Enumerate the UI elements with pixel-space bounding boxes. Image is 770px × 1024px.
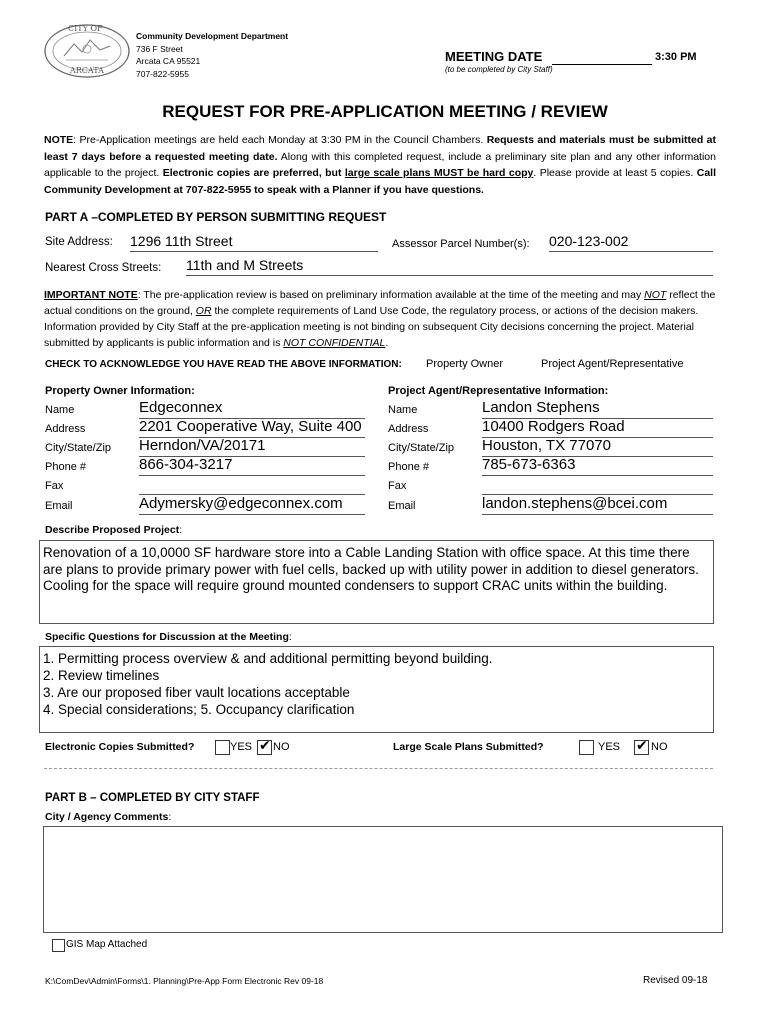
form-title: REQUEST FOR PRE-APPLICATION MEETING / REVIEW <box>162 102 608 121</box>
gis-map-label: GIS Map Attached <box>66 939 148 950</box>
project-label-colon: : <box>179 524 183 536</box>
important-text-1: : The pre-application review is based on preliminary information available at the time of the meeting and may <box>137 289 645 301</box>
section-divider <box>44 768 713 769</box>
questions-label-text: Specific Questions for Discussion at the Meeting <box>45 631 289 643</box>
owner-address-label: Address <box>45 423 86 435</box>
agent-email-label: Email <box>388 500 416 512</box>
electronic-copies-label: Electronic Copies Submitted? <box>45 741 195 753</box>
agent-address-field[interactable]: 10400 Rodgers Road <box>482 418 713 438</box>
agent-name-label: Name <box>388 404 418 416</box>
site-address-label: Site Address: <box>45 236 113 248</box>
comments-label-colon: : <box>168 811 172 823</box>
meeting-date-field[interactable] <box>552 49 652 65</box>
meeting-note: (to be completed by City Staff) <box>445 65 553 74</box>
note-prefix: NOTE <box>44 134 74 146</box>
questions-field[interactable] <box>39 646 714 733</box>
owner-csz-field[interactable]: Herndon/VA/20171 <box>139 437 365 457</box>
questions-label <box>45 631 292 643</box>
electronic-yes-label: YES <box>230 741 253 753</box>
ack-agent-option[interactable]: Project Agent/Representative <box>541 358 684 370</box>
city-seal <box>42 22 132 80</box>
important-text-3: the complete requirements of Land Use Code, the regulatory process, or actions of the decision makers. Information provided by City Staff at the pre-application meeting is not binding on subsequent City decisions concerning the project. Material submitted by applicants is public information and is <box>44 305 699 349</box>
owner-fax-field[interactable] <box>139 475 365 495</box>
department-phone: 707-822-5955 <box>136 68 189 79</box>
department-street: 736 F Street <box>136 43 183 54</box>
city-comments-field[interactable] <box>43 826 723 933</box>
comments-label <box>45 811 171 823</box>
seal-bottom-text: ARCATA <box>70 66 104 75</box>
part-a-heading: PART A –COMPLETED BY PERSON SUBMITTING REQUEST <box>45 210 387 224</box>
meeting-time: 3:30 PM <box>655 51 697 63</box>
note-bold-4: Call Community Development at 707-822-5955 to speak with a Planner if you have questions. <box>44 167 716 196</box>
large-no-label: NO <box>651 741 668 753</box>
seal-top-text: CITY OF <box>68 24 103 33</box>
cross-streets-label: Nearest Cross Streets: <box>45 262 162 274</box>
note-text-3: . Please provide at least 5 copies. <box>533 167 697 179</box>
owner-email-label: Email <box>45 500 73 512</box>
important-or: OR <box>195 305 212 317</box>
agent-heading: Project Agent/Representative Information: <box>388 385 609 397</box>
owner-heading: Property Owner Information: <box>45 385 195 397</box>
agent-phone-field[interactable]: 785-673-6363 <box>482 456 713 476</box>
owner-name-label: Name <box>45 404 75 416</box>
owner-address-field[interactable]: 2201 Cooperative Way, Suite 400 <box>139 418 365 438</box>
comments-label-text: City / Agency Comments <box>45 811 169 823</box>
ack-property-owner-option[interactable]: Property Owner <box>426 358 504 370</box>
owner-email-field[interactable]: Adymersky@edgeconnex.com <box>139 495 365 515</box>
footer-revised: Revised 09-18 <box>643 975 708 986</box>
note-bold-3: large scale plans MUST be hard copy <box>344 167 534 179</box>
note-text-2: Along with this completed request, include a preliminary site plan and any other information applicable to the project. <box>44 150 716 179</box>
large-yes-checkbox[interactable] <box>579 740 594 755</box>
part-b-heading: PART B – COMPLETED BY CITY STAFF <box>45 792 260 804</box>
agent-phone-label: Phone # <box>388 461 429 473</box>
questions-list <box>40 647 713 718</box>
apn-label: Assessor Parcel Number(s): <box>392 238 530 250</box>
meeting-date-label: MEETING DATE <box>445 49 543 64</box>
question-item: 3. Are our proposed fiber vault locations acceptable <box>43 685 350 700</box>
apn-field[interactable]: 020-123-002 <box>549 233 713 252</box>
important-not: NOT <box>644 289 667 301</box>
owner-phone-field[interactable]: 866-304-3217 <box>139 456 365 476</box>
question-item: 1. Permitting process overview & and additional permitting beyond building. <box>43 651 493 666</box>
project-description-text: Renovation of a 10,0000 SF hardware store into a Cable Landing Station with office space. At this time there are plans to provide primary power with fuel cells, backed up with utility power in addition to diesel generators. Cooling for the space will require ground mounted condensers to support CRAC units within the building. <box>43 545 699 593</box>
project-description-field[interactable] <box>39 540 714 624</box>
project-label-text: Describe Proposed Project <box>45 524 180 536</box>
gis-map-checkbox[interactable] <box>52 939 65 952</box>
important-text-2: reflect the actual conditions on the ground, <box>44 289 716 317</box>
large-no-checkbox[interactable] <box>634 740 649 755</box>
owner-phone-label: Phone # <box>45 461 86 473</box>
department-block <box>136 30 288 80</box>
project-label <box>45 524 182 536</box>
agent-name-field[interactable]: Landon Stephens <box>482 399 713 419</box>
electronic-no-checkbox[interactable] <box>257 740 272 755</box>
owner-fax-label: Fax <box>45 480 64 492</box>
footer-path: K:\ComDev\Admin\Forms\1. Planning\Pre-App Form Electronic Rev 09-18 <box>45 976 324 986</box>
agent-csz-label: City/State/Zip <box>388 442 455 454</box>
questions-label-colon: : <box>288 631 292 643</box>
electronic-yes-checkbox[interactable] <box>215 740 230 755</box>
electronic-no-label: NO <box>273 741 290 753</box>
large-yes-label: YES <box>598 741 621 753</box>
question-item: 2. Review timelines <box>43 668 160 683</box>
important-head: IMPORTANT NOTE <box>44 289 138 301</box>
large-scale-label: Large Scale Plans Submitted? <box>393 741 544 753</box>
note-bold-2: Electronic copies are preferred, but <box>162 167 345 179</box>
important-not-confidential: NOT CONFIDENTIAL <box>283 337 386 349</box>
owner-name-field[interactable]: Edgeconnex <box>139 399 365 419</box>
acknowledge-label: CHECK TO ACKNOWLEDGE YOU HAVE READ THE ABOVE INFORMATION: <box>45 359 402 370</box>
note-paragraph <box>44 132 716 198</box>
note-bold-1: Requests and materials must be submitted at least 7 days before a requested meeting date. <box>44 134 716 163</box>
important-note <box>44 287 716 351</box>
department-name: Community Development Department <box>136 31 289 41</box>
agent-fax-field[interactable] <box>482 475 713 495</box>
agent-address-label: Address <box>388 423 429 435</box>
agent-fax-label: Fax <box>388 480 407 492</box>
site-address-field[interactable]: 1296 11th Street <box>130 233 378 252</box>
agent-csz-field[interactable]: Houston, TX 77070 <box>482 437 713 457</box>
important-text-4: . <box>385 337 389 349</box>
agent-email-field[interactable]: landon.stephens@bcei.com <box>482 495 713 515</box>
owner-csz-label: City/State/Zip <box>45 442 112 454</box>
question-item: 4. Special considerations; 5. Occupancy clarification <box>43 702 355 717</box>
cross-streets-field[interactable]: 11th and M Streets <box>186 257 713 276</box>
department-city: Arcata CA 95521 <box>136 56 201 66</box>
note-text-1: : Pre-Application meetings are held each Monday at 3:30 PM in the Council Chambers. <box>73 134 487 146</box>
